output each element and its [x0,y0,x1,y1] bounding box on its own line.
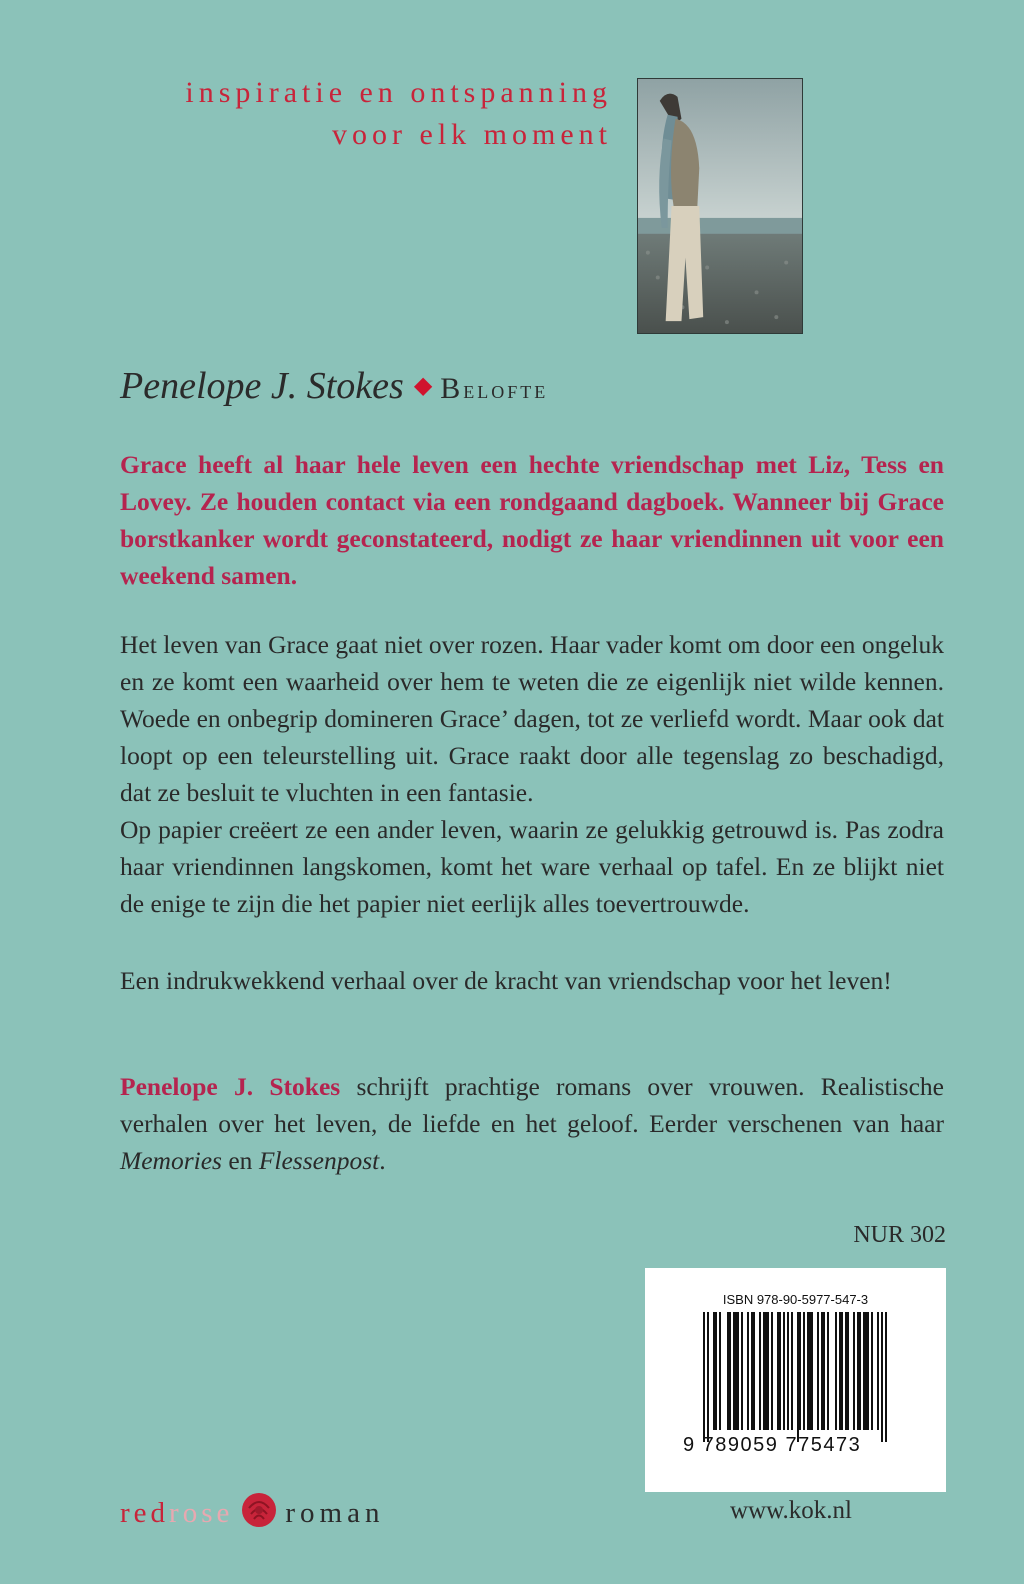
isbn-label: ISBN 978-90-5977-547-3 [722,1292,869,1307]
barcode-bar [821,1312,823,1430]
barcode-digits: 9 789059 775473 [683,1434,862,1456]
barcode-bar [799,1312,801,1430]
barcode-bar [823,1312,825,1430]
barcode-bar [867,1312,869,1430]
diamond-separator-icon: ◆ [413,373,433,399]
barcode-bar [735,1312,737,1430]
barcode-bar [767,1312,769,1430]
bio-author-name: Penelope J. Stokes [120,1072,341,1101]
barcode-bar [759,1312,761,1430]
barcode-bar [791,1312,793,1430]
barcode-bar [771,1312,773,1430]
barcode-bar [817,1312,819,1430]
imprint-roman-text: roman [285,1497,385,1529]
barcode-bar [713,1312,715,1430]
barcode-bar [885,1312,887,1442]
barcode-bar [783,1312,785,1430]
closing-paragraph: Een indrukwekkend verhaal over de kracht van vriendschap voor het leven! [120,966,892,995]
barcode-bar [863,1312,865,1430]
story-paragraph [120,626,944,922]
barcode-bar [733,1312,735,1430]
barcode-bar [787,1312,789,1430]
barcode-bar [827,1312,829,1430]
bio-end: . [379,1146,386,1175]
book-title [440,372,549,405]
barcode-icon [703,1312,889,1442]
barcode-bar [807,1312,809,1430]
barcode-box [645,1268,946,1492]
barcode-bar [741,1312,743,1430]
barcode-bar [751,1312,753,1430]
rose-icon [235,1490,283,1530]
book-title-initial: B [440,372,464,405]
author-bio [120,1068,944,1179]
barcode-bar [747,1312,749,1430]
bio-and: en [221,1146,259,1175]
publisher-website: www.kok.nl [730,1497,852,1524]
nur-code: NUR 302 [853,1222,946,1248]
barcode-bar [859,1312,861,1430]
barcode-bar [865,1312,867,1430]
barcode-bar [853,1312,855,1430]
barcode-bar [765,1312,767,1430]
barcode-bar [811,1312,813,1430]
barcode-bar [753,1312,755,1430]
barcode-bar [847,1312,849,1430]
barcode-bar [719,1312,721,1430]
barcode-bar [871,1312,873,1430]
story-part-1: Het leven van Grace gaat niet over rozen. Haar vader komt om door een ongeluk en ze komt een waarheid over hem te weten die ze eigenlijk niet wilde kennen. Woede en onbegrip domineren Grace’ dagen, tot ze verliefd wordt. Maar ook dat loopt op een teleurstelling uit. Grace raakt door alle tegenslag zo beschadigd, dat ze besluit te vluchten in een fantasie. [120,630,944,807]
intro-paragraph: Grace heeft al haar hele leven een hechte vriendschap met Liz, Tess en Lovey. Ze houden contact via een rondgaand dagboek. Wanneer bij Grace borstkanker wordt geconstateerd, nodigt ze haar vriendinnen uit voor een weekend samen. [120,450,944,590]
bio-text: schrijft prachtige romans over vrouwen. Realistische verhalen over het leven, de liefde en het geloof. Eerder verschenen van haar [120,1072,944,1138]
author-name: Penelope J. Stokes [120,365,404,407]
barcode-bar [881,1312,883,1442]
barcode-bar [809,1312,811,1430]
imprint-red-text: red [120,1497,170,1529]
barcode-bar [707,1312,709,1442]
barcode-bar [839,1312,841,1430]
barcode-bar [763,1312,765,1430]
story-part-2: Op papier creëert ze een ander leven, waarin ze gelukkig getrouwd is. Pas zodra haar vriendinnen langskomen, komt het ware verhaal op tafel. En ze blijkt niet de enige te zijn die het papier niet eerlijk alles toevertrouwde. [120,815,944,918]
barcode-bar [703,1312,705,1442]
barcode-bar [803,1312,805,1430]
barcode-bar [737,1312,739,1430]
barcode-bar [857,1312,859,1430]
book-title-rest: elofte [463,377,549,404]
bio-book-1: Memories [120,1146,222,1175]
imprint-rose-text: rose [169,1497,234,1529]
barcode-bar [877,1312,879,1430]
barcode-bar [841,1312,843,1430]
barcode-bar [777,1312,779,1430]
cover-photo [637,78,803,334]
barcode-bar [715,1312,717,1430]
bio-book-2: Flessenpost [258,1146,380,1175]
barcode-bar [729,1312,731,1430]
barcode-bar [779,1312,781,1430]
barcode-bar [727,1312,729,1430]
tagline-line-1: inspiratie en ontspanning [185,76,612,109]
barcode-bar [835,1312,837,1430]
author-title-line [120,364,548,408]
imprint-logo [120,1490,384,1530]
tagline-line-2: voor elk moment [332,118,612,151]
barcode-bar [845,1312,847,1430]
barcode-bar [797,1312,799,1442]
